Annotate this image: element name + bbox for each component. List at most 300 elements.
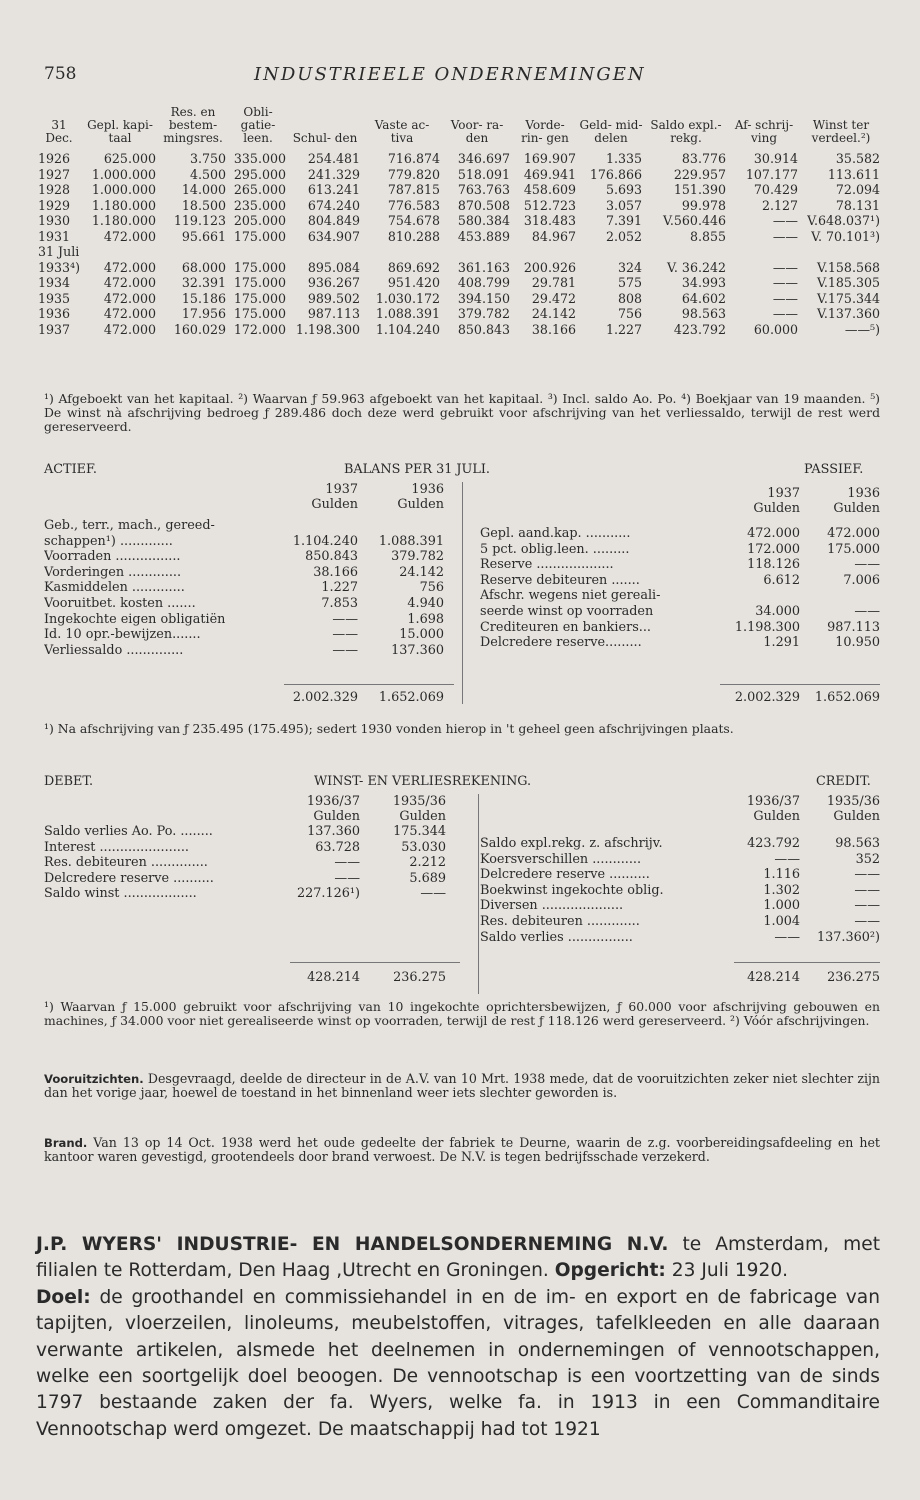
column-spacer bbox=[480, 824, 880, 836]
history-cell: 98.563 bbox=[681, 306, 726, 321]
unit-label: Gulden bbox=[753, 501, 800, 516]
statement-row bbox=[480, 836, 880, 852]
history-cell: 295.000 bbox=[233, 166, 286, 182]
column-year-header bbox=[480, 794, 880, 809]
year-label: 1937 bbox=[767, 486, 800, 501]
year-label: 1935/36 bbox=[392, 794, 446, 809]
history-cell: 4.500 bbox=[189, 166, 226, 182]
statement-value-previous: —— bbox=[854, 557, 880, 573]
statement-value-current: —— bbox=[774, 851, 800, 867]
statement-value-current: 38.166 bbox=[313, 564, 358, 580]
statement-row bbox=[44, 643, 454, 659]
history-row bbox=[36, 167, 882, 183]
statement-value-current: 7.853 bbox=[321, 595, 358, 611]
history-cell: 24.142 bbox=[531, 306, 576, 321]
history-cell: 1.030.172 bbox=[375, 290, 440, 306]
history-col-header: Geld- mid- delen bbox=[579, 118, 643, 145]
history-cell: V.137.360 bbox=[817, 306, 880, 321]
history-cell: 160.029 bbox=[173, 321, 226, 337]
unit-label: Gulden bbox=[399, 809, 446, 824]
history-cell: 808 bbox=[617, 290, 642, 306]
statement-row bbox=[480, 883, 880, 899]
statement-label: 5 pct. oblig.leen. ......... bbox=[480, 541, 630, 557]
statement-value-previous: 987.113 bbox=[827, 619, 880, 635]
history-cell: 575 bbox=[617, 275, 642, 290]
history-cell: 17.956 bbox=[181, 306, 226, 321]
debet-total-1936: 236.275 bbox=[393, 970, 446, 985]
statement-value-current: 1.198.300 bbox=[734, 619, 800, 635]
history-cell: V.185.305 bbox=[817, 275, 880, 290]
statement-label: Saldo expl.rekg. z. afschrijv. bbox=[480, 836, 663, 851]
history-row bbox=[36, 198, 882, 214]
history-col-header: Voor- ra- den bbox=[450, 118, 504, 145]
profit-loss-account bbox=[44, 774, 880, 985]
statement-value-previous: —— bbox=[420, 886, 446, 902]
unit-label: Gulden bbox=[833, 501, 880, 516]
history-cell: 1.088.391 bbox=[375, 306, 440, 321]
history-year: 1931 bbox=[38, 228, 71, 244]
pl-footnote: ¹) Waarvan ƒ 15.000 gebruikt voor afschrijving van 10 ingekochte oprichtersbewijzen, ƒ 60.000 voor afschrijving gebouwen en machines, ƒ 34.000 voor niet gerealiseerde winst op voorraden, terwijl de rest ƒ 118.126 werd gereserveerd. ²) Vóór afschrijvingen. bbox=[44, 999, 880, 1028]
statement-label: Verliessaldo .............. bbox=[44, 642, 184, 658]
history-cell: 175.000 bbox=[233, 275, 286, 290]
year-label: 1937 bbox=[325, 482, 358, 497]
year-label: 1935/36 bbox=[826, 794, 880, 809]
statement-label: Geb., terr., mach., gereed- bbox=[44, 518, 215, 533]
statement-row bbox=[480, 542, 880, 558]
vooruitzichten-text: Desgevraagd, deelde de directeur in de A.V. van 10 Mrt. 1938 mede, dat de vooruitzichten zeker niet slechter zijn dan het vorige jaar, hoewel de toestand in het binnenland weer iets slechter geworden is. bbox=[44, 1071, 880, 1101]
statement-label: seerde winst op voorraden bbox=[480, 603, 654, 619]
statement-value-current: 472.000 bbox=[747, 526, 800, 541]
history-cell: —— bbox=[772, 213, 798, 228]
statement-row bbox=[480, 557, 880, 573]
history-cell: 113.611 bbox=[827, 166, 880, 182]
history-cell: 989.502 bbox=[307, 290, 360, 306]
vooruitzichten-label: Vooruitzichten. bbox=[44, 1072, 144, 1086]
pl-divider bbox=[478, 794, 479, 994]
statement-row bbox=[44, 612, 454, 628]
history-cell: 987.113 bbox=[307, 306, 360, 321]
history-cell: 674.240 bbox=[307, 197, 360, 213]
column-unit-header bbox=[480, 501, 880, 516]
history-cell: 60.000 bbox=[753, 321, 798, 337]
balance-divider bbox=[462, 482, 463, 704]
history-cell: 151.390 bbox=[673, 182, 726, 197]
unit-label: Gulden bbox=[311, 497, 358, 512]
history-cell: 30.914 bbox=[753, 151, 798, 166]
statement-value-previous: 53.030 bbox=[401, 839, 446, 855]
history-cell bbox=[578, 244, 644, 260]
history-cell: 72.094 bbox=[835, 182, 880, 197]
statement-row bbox=[44, 518, 454, 534]
statement-value-previous: 2.212 bbox=[409, 855, 446, 871]
brand-paragraph bbox=[44, 1136, 880, 1164]
statement-value-current: 227.126¹) bbox=[296, 886, 360, 902]
statement-value-current: 63.728 bbox=[315, 839, 360, 855]
statement-value-previous: 15.000 bbox=[399, 627, 444, 643]
history-cell: 870.508 bbox=[457, 197, 510, 213]
balance-title: BALANS PER 31 JULI. bbox=[344, 462, 490, 477]
history-cell: 472.000 bbox=[103, 259, 156, 275]
statement-value-current: 423.792 bbox=[747, 836, 800, 851]
history-cell: 119.123 bbox=[173, 213, 226, 228]
history-cell: V. 36.242 bbox=[667, 259, 726, 275]
opgericht-label: Opgericht: bbox=[554, 1260, 666, 1282]
history-row bbox=[36, 151, 882, 167]
history-cell: 265.000 bbox=[233, 182, 286, 197]
history-cell: 634.907 bbox=[307, 228, 360, 244]
statement-value-current: 1.291 bbox=[763, 635, 800, 651]
balance-right-title: PASSIEF. bbox=[804, 462, 864, 477]
history-cell: 254.481 bbox=[307, 151, 360, 166]
statement-value-current: —— bbox=[334, 855, 360, 871]
history-col-header: 31 Dec. bbox=[45, 118, 73, 145]
statement-value-current: 6.612 bbox=[763, 572, 800, 588]
history-header-row bbox=[36, 106, 882, 151]
pl-right-title: CREDIT. bbox=[816, 774, 871, 789]
history-year: 1936 bbox=[38, 306, 71, 321]
history-col-header: Gepl. kapi- taal bbox=[87, 118, 153, 145]
history-cell: 1.000.000 bbox=[91, 182, 156, 197]
passief-column bbox=[480, 486, 880, 651]
history-cell: 18.500 bbox=[181, 197, 226, 213]
statement-label: Vooruitbet. kosten ....... bbox=[44, 595, 196, 611]
history-cell: 613.241 bbox=[307, 182, 360, 197]
statement-value-previous: 7.006 bbox=[843, 572, 880, 588]
statement-row bbox=[480, 588, 880, 604]
history-cell: 70.429 bbox=[753, 182, 798, 197]
history-year: 1937 bbox=[38, 321, 71, 337]
history-cell: V.560.446 bbox=[663, 213, 726, 228]
statement-label: Id. 10 opr.-bewijzen....... bbox=[44, 627, 201, 643]
history-cell: 175.000 bbox=[233, 306, 286, 321]
statement-row bbox=[480, 914, 880, 930]
statement-label: Boekwinst ingekochte oblig. bbox=[480, 882, 664, 898]
debet-total-rule bbox=[290, 962, 460, 963]
column-year-header bbox=[44, 482, 454, 497]
unit-label: Gulden bbox=[313, 809, 360, 824]
statement-value-previous: —— bbox=[854, 898, 880, 914]
history-cell: 3.057 bbox=[605, 197, 642, 213]
statement-value-current: —— bbox=[332, 642, 358, 658]
history-cell: 716.874 bbox=[387, 151, 440, 166]
history-cell: 14.000 bbox=[181, 182, 226, 197]
credit-total-1936: 236.275 bbox=[827, 970, 880, 985]
history-row bbox=[36, 244, 882, 260]
history-cell: 175.000 bbox=[233, 259, 286, 275]
history-year: 1926 bbox=[38, 151, 71, 166]
passief-total-1936: 1.652.069 bbox=[814, 690, 880, 705]
history-cell: 408.799 bbox=[457, 275, 510, 290]
history-cell: 895.084 bbox=[307, 259, 360, 275]
history-cell: 423.792 bbox=[673, 321, 726, 337]
history-row bbox=[36, 306, 882, 322]
history-cell: —— bbox=[772, 228, 798, 244]
history-cell: 472.000 bbox=[103, 306, 156, 321]
history-cell: 580.384 bbox=[457, 213, 510, 228]
debet-column bbox=[44, 794, 464, 902]
statement-value-previous: 352 bbox=[855, 851, 880, 867]
history-cell: 756 bbox=[617, 306, 642, 321]
balance-sheet bbox=[44, 462, 880, 705]
history-cell: 68.000 bbox=[181, 259, 226, 275]
statement-label: Afschr. wegens niet gereali- bbox=[480, 588, 661, 604]
history-col-header: Winst ter verdeel.²) bbox=[811, 118, 871, 145]
history-year: 1928 bbox=[38, 182, 71, 197]
unit-label: Gulden bbox=[397, 497, 444, 512]
statement-value-current: 1.302 bbox=[763, 882, 800, 898]
history-cell bbox=[158, 244, 228, 260]
statement-label: Res. debiteuren .............. bbox=[44, 855, 208, 871]
statement-value-current: 137.360 bbox=[307, 824, 360, 839]
history-cell: 754.678 bbox=[387, 213, 440, 228]
history-cell: 776.583 bbox=[387, 197, 440, 213]
column-spacer bbox=[480, 516, 880, 526]
history-cell: 787.815 bbox=[387, 182, 440, 197]
statement-value-previous: 24.142 bbox=[399, 564, 444, 580]
history-cell bbox=[228, 244, 288, 260]
history-cell: 810.288 bbox=[387, 228, 440, 244]
history-cell: 3.750 bbox=[189, 151, 226, 166]
history-cell: 235.000 bbox=[233, 197, 286, 213]
credit-total-1937: 428.214 bbox=[747, 970, 800, 985]
statement-value-previous: 5.689 bbox=[409, 870, 446, 886]
history-cell: 200.926 bbox=[523, 259, 576, 275]
statement-label: Saldo verlies ................ bbox=[480, 929, 633, 945]
unit-label: Gulden bbox=[753, 809, 800, 824]
history-cell bbox=[362, 244, 442, 260]
history-cell: 29.472 bbox=[531, 290, 576, 306]
year-label: 1936 bbox=[847, 486, 880, 501]
history-cell: 83.776 bbox=[681, 151, 726, 166]
statement-value-previous: 175.344 bbox=[393, 824, 446, 839]
statement-label: Res. debiteuren ............. bbox=[480, 913, 640, 929]
statement-value-previous: 137.360 bbox=[391, 642, 444, 658]
history-cell: 1.180.000 bbox=[91, 213, 156, 228]
history-cell: 472.000 bbox=[103, 275, 156, 290]
statement-row bbox=[44, 855, 464, 871]
history-year: 1927 bbox=[38, 166, 71, 182]
statement-value-current: 1.004 bbox=[763, 913, 800, 929]
history-cell: —— bbox=[772, 275, 798, 290]
column-year-header bbox=[480, 486, 880, 501]
statement-value-previous: —— bbox=[854, 867, 880, 883]
statement-label: Diversen .................... bbox=[480, 898, 624, 914]
statement-row bbox=[44, 824, 464, 840]
history-table bbox=[36, 106, 882, 337]
history-col-header: Schul- den bbox=[292, 131, 358, 145]
brand-text: Van 13 op 14 Oct. 1938 werd het oude gedeelte der fabriek te Deurne, waarin de z.g. voorbereidingsafdeeling en het kantoor waren gevestigd, grootendeels door brand verwoest. De N.V. is tegen bedrijfsschade verzekerd. bbox=[44, 1135, 880, 1165]
statement-row bbox=[480, 898, 880, 914]
statement-value-current: —— bbox=[334, 870, 360, 886]
history-cell: 169.907 bbox=[523, 151, 576, 166]
statement-value-previous: 175.000 bbox=[827, 541, 880, 557]
statement-row bbox=[44, 596, 454, 612]
history-cell: 107.177 bbox=[745, 166, 798, 182]
statement-label: Reserve debiteuren ....... bbox=[480, 572, 640, 588]
history-cell: 625.000 bbox=[103, 151, 156, 166]
pl-title: WINST- EN VERLIESREKENING. bbox=[314, 774, 532, 789]
history-cell: 804.849 bbox=[307, 213, 360, 228]
statement-row bbox=[480, 573, 880, 589]
statement-value-previous: 756 bbox=[419, 580, 444, 596]
history-cell: 15.186 bbox=[181, 290, 226, 306]
company-location: te Amsterdam, met filialen te Rotterdam, Den Haag ,Utrecht en Groningen. bbox=[36, 1234, 880, 1282]
statement-row bbox=[44, 580, 454, 596]
history-cell: 779.820 bbox=[387, 166, 440, 182]
statement-label: schappen¹) ............. bbox=[44, 533, 173, 549]
history-cell: ——⁵) bbox=[844, 321, 880, 337]
statement-value-current: 1.000 bbox=[763, 898, 800, 914]
year-label: 1936 bbox=[411, 482, 444, 497]
statement-label: Voorraden ................ bbox=[44, 549, 181, 565]
statement-value-previous: 137.360²) bbox=[816, 929, 880, 945]
history-cell: 5.693 bbox=[605, 182, 642, 197]
statement-label: Delcredere reserve .......... bbox=[480, 867, 650, 883]
history-year: 1930 bbox=[38, 213, 71, 228]
history-col-header: Res. en bestem- mingsres. bbox=[163, 105, 223, 145]
history-cell: 394.150 bbox=[457, 290, 510, 306]
actief-column bbox=[44, 482, 454, 658]
history-cell: 38.166 bbox=[531, 321, 576, 337]
year-label: 1936/37 bbox=[746, 794, 800, 809]
column-unit-header bbox=[480, 809, 880, 824]
history-cell: 229.957 bbox=[673, 166, 726, 182]
history-col-header: Af- schrij- ving bbox=[734, 118, 794, 145]
history-cell: 241.329 bbox=[307, 166, 360, 182]
statement-label: Delcredere reserve......... bbox=[480, 635, 642, 651]
history-cell: 1.180.000 bbox=[91, 197, 156, 213]
history-cell bbox=[512, 244, 578, 260]
history-cell: 850.843 bbox=[457, 321, 510, 337]
credit-total-rule bbox=[734, 962, 880, 963]
history-row bbox=[36, 182, 882, 198]
column-unit-header bbox=[44, 809, 464, 824]
history-cell bbox=[82, 244, 158, 260]
history-cell: 176.866 bbox=[589, 166, 642, 182]
statement-value-previous: 1.088.391 bbox=[378, 533, 444, 549]
passief-total-rule bbox=[720, 684, 880, 685]
brand-label: Brand. bbox=[44, 1136, 88, 1150]
statement-label: Vorderingen ............. bbox=[44, 564, 182, 580]
statement-row bbox=[480, 604, 880, 620]
year-label: 1936/37 bbox=[306, 794, 360, 809]
statement-value-previous: —— bbox=[854, 603, 880, 619]
statement-row bbox=[44, 871, 464, 887]
history-cell bbox=[728, 244, 800, 260]
statement-row bbox=[44, 840, 464, 856]
statement-value-current: 34.000 bbox=[755, 603, 800, 619]
history-cell: 324 bbox=[617, 259, 642, 275]
history-cell: 32.391 bbox=[181, 275, 226, 290]
history-cell: 1.335 bbox=[605, 151, 642, 166]
statement-label: Interest ...................... bbox=[44, 839, 189, 855]
history-cell: 763.763 bbox=[457, 182, 510, 197]
statement-value-previous: —— bbox=[854, 882, 880, 898]
statement-row bbox=[480, 867, 880, 883]
history-cell bbox=[644, 244, 728, 260]
history-year: 1933⁴) bbox=[38, 259, 81, 275]
passief-total-1937: 2.002.329 bbox=[734, 690, 800, 705]
statement-row bbox=[480, 526, 880, 542]
statement-label: Gepl. aand.kap. ........... bbox=[480, 526, 631, 541]
statement-value-current: 1.104.240 bbox=[292, 533, 358, 549]
history-row bbox=[36, 213, 882, 229]
statement-label: Reserve ................... bbox=[480, 557, 614, 573]
credit-column bbox=[480, 794, 880, 945]
company-name: J.P. WYERS' INDUSTRIE- EN HANDELSONDERNEMING N.V. bbox=[36, 1234, 669, 1255]
history-cell: 1.227 bbox=[605, 321, 642, 337]
history-footnote: ¹) Afgeboekt van het kapitaal. ²) Waarvan ƒ 59.963 afgeboekt van het kapitaal. ³) Incl. saldo Ao. Po. ⁴) Boekjaar van 19 maanden. ⁵) De winst nà afschrijving bedroeg ƒ 289.486 doch deze werd gebruikt voor afschrijving van het verliessaldo, terwijl de rest werd gereserveerd. bbox=[44, 391, 880, 434]
statement-label: Delcredere reserve .......... bbox=[44, 870, 214, 886]
history-cell: 172.000 bbox=[233, 321, 286, 337]
history-cell: 2.127 bbox=[761, 197, 798, 213]
history-col-header: Saldo expl.- rekg. bbox=[650, 118, 722, 145]
balance-footnote: ¹) Na afschrijving van ƒ 235.495 (175.495); sedert 1930 vonden hierop in 't geheel geen afschrijvingen plaats. bbox=[44, 721, 734, 736]
statement-value-previous: —— bbox=[854, 913, 880, 929]
statement-value-current: —— bbox=[332, 611, 358, 627]
history-cell: 175.000 bbox=[233, 290, 286, 306]
history-cell: 64.602 bbox=[681, 290, 726, 306]
history-row bbox=[36, 291, 882, 307]
history-cell: 175.000 bbox=[233, 228, 286, 244]
history-cell: 2.052 bbox=[605, 228, 642, 244]
history-cell: 346.697 bbox=[457, 151, 510, 166]
history-year: 1929 bbox=[38, 197, 71, 213]
history-cell: 1.000.000 bbox=[91, 166, 156, 182]
history-col-header: Obli- gatie- leen. bbox=[240, 105, 276, 145]
history-cell: 318.483 bbox=[523, 213, 576, 228]
pl-left-title: DEBET. bbox=[44, 774, 94, 789]
history-col-header: Vaste ac- tiva bbox=[374, 118, 430, 145]
statement-row bbox=[480, 635, 880, 651]
history-cell: 936.267 bbox=[307, 275, 360, 290]
statement-label: Saldo winst .................. bbox=[44, 886, 197, 902]
history-cell: 379.782 bbox=[457, 306, 510, 321]
history-cell: 1.198.300 bbox=[295, 321, 360, 337]
history-row bbox=[36, 229, 882, 245]
statement-value-previous: 472.000 bbox=[827, 526, 880, 541]
statement-value-current: 1.227 bbox=[321, 580, 358, 596]
history-cell bbox=[442, 244, 512, 260]
balance-left-title: ACTIEF. bbox=[44, 462, 97, 477]
history-year: 31 Juli bbox=[38, 244, 80, 259]
running-title: INDUSTRIEELE ONDERNEMINGEN bbox=[254, 64, 646, 85]
history-cell: 8.855 bbox=[689, 228, 726, 244]
history-cell: 518.091 bbox=[457, 166, 510, 182]
statement-row bbox=[480, 620, 880, 636]
statement-value-current: —— bbox=[332, 627, 358, 643]
doel-label: Doel: bbox=[36, 1286, 91, 1308]
debet-total-1937: 428.214 bbox=[307, 970, 360, 985]
history-cell: 34.993 bbox=[681, 275, 726, 290]
statement-label: Koersverschillen ............ bbox=[480, 851, 642, 867]
history-cell: 472.000 bbox=[103, 228, 156, 244]
column-unit-header bbox=[44, 497, 454, 512]
statement-row bbox=[44, 549, 454, 565]
history-cell: —— bbox=[772, 259, 798, 275]
statement-row bbox=[44, 886, 464, 902]
history-row bbox=[36, 275, 882, 291]
history-cell: 335.000 bbox=[233, 151, 286, 166]
history-col-header: Vorde- rin- gen bbox=[521, 118, 569, 145]
history-cell: V.175.344 bbox=[817, 290, 880, 306]
statement-value-previous: 98.563 bbox=[835, 836, 880, 851]
statement-row bbox=[44, 565, 454, 581]
history-cell: 35.582 bbox=[835, 151, 880, 166]
page-number: 758 bbox=[44, 64, 77, 84]
history-cell: 472.000 bbox=[103, 321, 156, 337]
history-row bbox=[36, 260, 882, 276]
